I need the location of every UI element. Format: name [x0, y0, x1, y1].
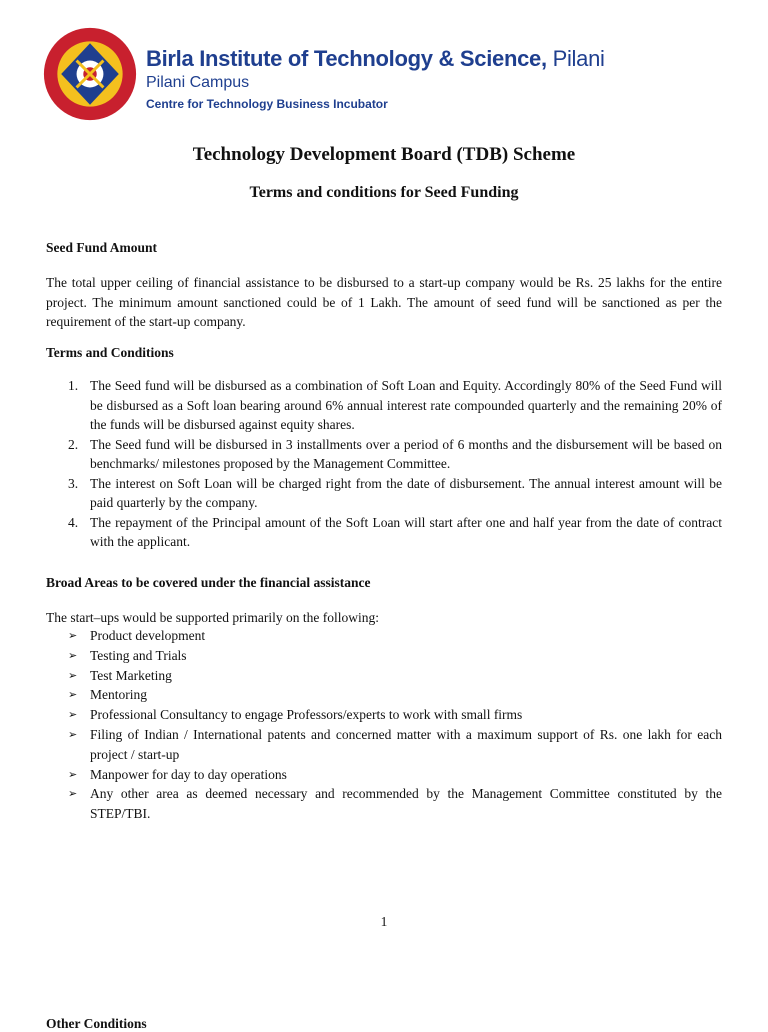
arrow-bullet-icon: ➢: [68, 767, 78, 781]
areas-item-text: Mentoring: [90, 687, 147, 703]
areas-item: [46, 626, 722, 646]
arrow-bullet-icon: ➢: [68, 688, 78, 702]
institute-name: Birla Institute of Technology & Science, Pilani: [146, 46, 605, 71]
areas-item: [46, 685, 722, 705]
areas-item-text: Any other area as deemed necessary and recommended by the Management Committee constituted by the STEP/TBI.: [90, 786, 722, 822]
areas-item-text: Manpower for day to day operations: [90, 766, 287, 782]
terms-item-number: 2.: [68, 436, 79, 452]
terms-list: [46, 376, 722, 552]
terms-item-number: 3.: [68, 475, 79, 491]
bits-logo-icon: [42, 26, 138, 122]
areas-item: [46, 784, 722, 824]
terms-item: [46, 435, 722, 474]
terms-heading: Terms and Conditions: [46, 345, 174, 360]
terms-item-text: The Seed fund will be disbursed in 3 installments over a period of 6 months and the disbursement will be based on benchmarks/ milestones proposed by the Management Committee.: [90, 436, 722, 471]
page-number: 1: [380, 914, 388, 929]
document-title: Technology Development Board (TDB) Scheme: [192, 144, 576, 165]
arrow-bullet-icon: ➢: [68, 787, 78, 801]
areas-list: [46, 626, 722, 824]
letterhead: [0, 0, 768, 130]
areas-item-text: Professional Consultancy to engage Professors/experts to work with small firms: [90, 707, 523, 723]
terms-item: [46, 376, 722, 435]
arrow-bullet-icon: ➢: [68, 668, 78, 682]
areas-item-text: Test Marketing: [90, 667, 172, 683]
areas-intro: The start–ups would be supported primarily on the following:: [46, 610, 379, 625]
areas-item-text: Product development: [90, 628, 206, 643]
centre-name: Centre for Technology Business Incubator: [146, 97, 388, 111]
arrow-bullet-icon: ➢: [68, 708, 78, 722]
terms-item-number: 1.: [68, 378, 79, 393]
arrow-bullet-icon: ➢: [68, 727, 78, 741]
arrow-bullet-icon: ➢: [68, 648, 78, 662]
terms-item: [46, 474, 722, 513]
seed-fund-heading: Seed Fund Amount: [46, 240, 158, 255]
terms-item-text: The Seed fund will be disbursed as a combination of Soft Loan and Equity. Accordingly 80% of the Seed Fund will be disbursed as a Soft loan bearing around 6% annual interest rate compounded quarterly and the remaining 20% of the funds will be disbursed against equity shares.: [90, 378, 722, 432]
arrow-bullet-icon: ➢: [68, 629, 78, 642]
document-subtitle: Terms and conditions for Seed Funding: [249, 184, 519, 201]
areas-item: [46, 705, 722, 725]
areas-item: [46, 765, 722, 785]
areas-item: [46, 666, 722, 686]
areas-heading: Broad Areas to be covered under the financial assistance: [46, 575, 371, 590]
terms-item-text: The repayment of the Principal amount of the Soft Loan will start after one and half year from the date of contract with the applicant.: [90, 514, 722, 549]
terms-item: [46, 513, 722, 552]
institute-city: Pilani: [552, 46, 605, 71]
terms-item-number: 4.: [68, 514, 79, 530]
areas-item: [46, 725, 722, 765]
next-section-heading: Other Conditions: [46, 1016, 147, 1031]
areas-item-text: Filing of Indian / International patents and concerned matter with a maximum support of Rs. one lakh for each project / start-up: [90, 726, 722, 762]
terms-item-text: The interest on Soft Loan will be charged right from the date of disbursement. The annual interest amount will be paid quarterly by the company.: [90, 475, 722, 510]
areas-item-text: Testing and Trials: [90, 647, 187, 663]
areas-item: [46, 646, 722, 666]
campus-name: Pilani Campus: [146, 74, 250, 91]
seed-fund-paragraph: The total upper ceiling of financial assistance to be disbursed to a start-up company would be Rs. 25 lakhs for the entire project. The minimum amount sanctioned could be of 1 Lakh. The amount of seed fund will be sanctioned as per the requirement of the start-up company.: [46, 275, 722, 329]
